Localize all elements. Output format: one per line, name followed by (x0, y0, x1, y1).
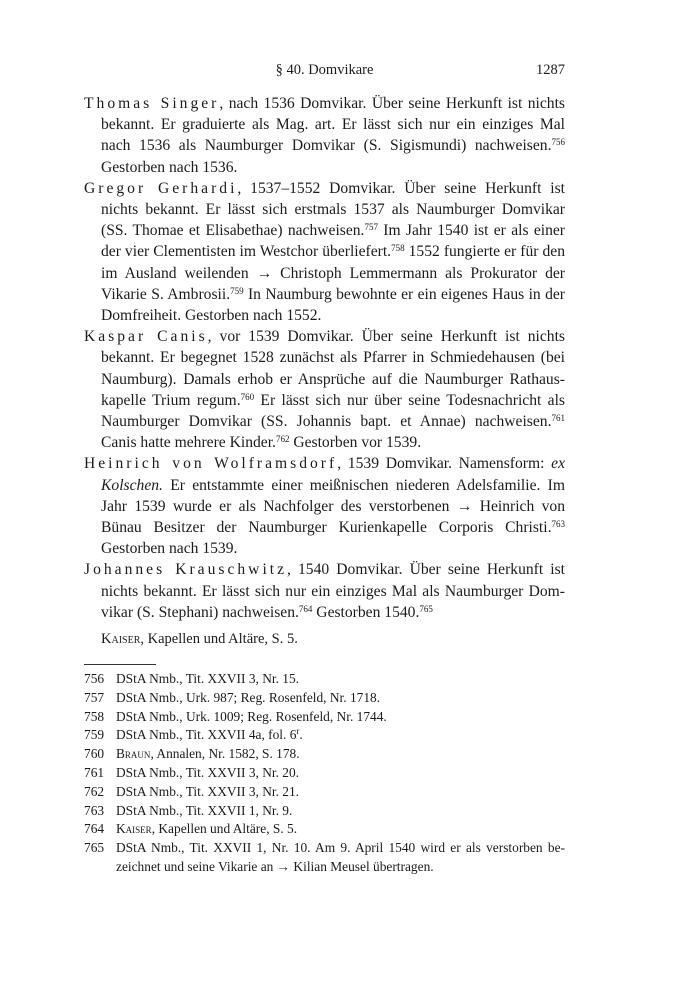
footnote-number: 764 (84, 821, 105, 837)
entry-johannes-krauschwitz: Johannes Krauschwitz, 1540 Domvikar. Über seine Herkunft ist nichts bekannt. Er lässt sich nur ein einziges Mal als Naumburger Domvikar (S. Stephani) nachweisen.$^{764}$ Gestorben 1540.$^{765}$ (84, 561, 566, 621)
footnote-ref[interactable]: 757 (364, 222, 378, 233)
footnote-ref[interactable]: 765 (419, 603, 433, 614)
section-title: § 40. Domvikare (275, 62, 374, 78)
name-form: ex Kolschen. (101, 455, 565, 494)
entry-name: Heinrich von Wolframsdorf (84, 455, 338, 473)
footnote: 759 DStA Nmb., Tit. XXVII 4a, fol. 6$^r$. (84, 726, 565, 745)
footnote-number: 765 (84, 840, 105, 856)
entry-gregor-gerhardi: Gregor Gerhardi, 1537–1552 Domvikar. Über seine Herkunft ist nichts bekannt. Er lässt sich erstmals 1537 als Naumburger Domvikar (SS. Thomae et Elisabethae) nachweisen.$^{757}$ Im Jahr 1540 ist er als einer der vier Clementisten im Westchor überliefert.$^{758}$ 1552 fungierte er für den im Ausland weilenden → Christoph Lemmermann als Prokurator der Vikarie S. Ambrosii.$^{759}$ In Naumburg bewohnte er ein eigenes Haus in der Domfreiheit. Gestorben nach 1552. (84, 179, 565, 325)
entry-kaspar-canis: Kaspar Canis, vor 1539 Domvikar. Über seine Herkunft ist nichts bekannt. Er begegnet 1528 zunächst als Pfarrer in Schmiedehausen (bei Naumburg). Damals erhob er Ansprüche auf die Naumburger Rathauskapelle Trium regum.$^{760}$ Er lässt sich nur über seine Todesnachricht als Naumburger Domvikar (SS. Johannis bapt. et Annae) nachweisen.$^{761}$ Canis hatte mehrere Kinder.$^{762}$ Gestorben vor 1539. (84, 328, 565, 452)
running-header (84, 60, 565, 82)
footnote: 762 DStA Nmb., Tit. XXVII 3, Nr. 21. (84, 783, 565, 802)
footnote-ref[interactable]: 759 (230, 285, 244, 296)
footnote-number: 762 (84, 783, 105, 799)
footnotes (84, 670, 565, 877)
footnote-ref[interactable]: 760 (240, 391, 255, 402)
footnote-ref[interactable]: 762 (275, 434, 290, 445)
footnote: 757 DStA Nmb., Urk. 987; Reg. Rosenfeld, Nr. 1718. (84, 689, 565, 708)
entry-name: Kaspar Canis (84, 328, 208, 346)
entry-name: Johannes Krauschwitz (84, 561, 288, 579)
footnote-ref[interactable]: 763 (551, 519, 565, 530)
footnote-number: 760 (84, 746, 105, 762)
footnote-ref[interactable]: 756 (551, 137, 565, 148)
footnote-ref[interactable]: 758 (391, 243, 405, 254)
footnote: 763 DStA Nmb., Tit. XXVII 1, Nr. 9. (84, 802, 565, 821)
footnote: 764 Kaiser, Kapellen und Altäre, S. 5. (84, 820, 565, 839)
footnote: 765 DStA Nmb., Tit. XXVII 1, Nr. 10. Am 9. April 1540 wird er als verstorben bezeichnet und seine Vikarie an → Kilian Meusel übertragen. (84, 839, 565, 877)
footnote-number: 756 (84, 671, 105, 686)
literature-author: Kaiser (101, 631, 141, 648)
entry-name: Gregor Gerhardi (84, 179, 238, 197)
literature-reference: Kaiser, Kapellen und Altäre, S. 5. (101, 631, 298, 648)
footnote-divider (84, 664, 156, 665)
footnote-number: 758 (84, 708, 105, 724)
footnote-ref[interactable]: 764 (298, 603, 313, 614)
entry-name: Thomas Singer (84, 95, 220, 112)
footnote-number: 761 (84, 764, 105, 780)
footnote: 760 Braun, Annalen, Nr. 1582, S. 178. (84, 745, 565, 764)
footnote-number: 757 (84, 689, 105, 705)
main-text (84, 93, 565, 649)
footnote: 758 DStA Nmb., Urk. 1009; Reg. Rosenfeld, Nr. 1744. (84, 708, 565, 727)
footnote-number: 763 (84, 802, 105, 818)
footnote-ref[interactable]: 761 (551, 413, 565, 424)
footnote-number: 759 (84, 727, 105, 743)
entry-heinrich-von-wolframsdorf: Heinrich von Wolframsdorf, 1539 Domvikar. Namensform: ex Kolschen. Er entstammte einer meißnischen niederen Adelsfamilie. Im Jahr 1539 wurde er als Nachfolger des verstorbenen → Heinrich von Bünau Besitzer der Naumburger Kurienkapelle Corporis Christi.$^{763}$ Gestorben nach 1539. (84, 455, 565, 558)
page-number: 1287 (536, 62, 565, 78)
footnote: 761 DStA Nmb., Tit. XXVII 3, Nr. 20. (84, 764, 565, 783)
footnote: 756 DStA Nmb., Tit. XXVII 3, Nr. 15. (84, 670, 565, 689)
entry-thomas-singer: Thomas Singer, nach 1536 Domvikar. Über seine Herkunft ist nichts bekannt. Er graduierte als Mag. art. Er lässt sich nur ein einziges Mal nach 1536 als Naumburger Domvikar (S. Sigismundi) nachweisen.$^{756}$ Gestorben nach 1536. (84, 95, 565, 176)
